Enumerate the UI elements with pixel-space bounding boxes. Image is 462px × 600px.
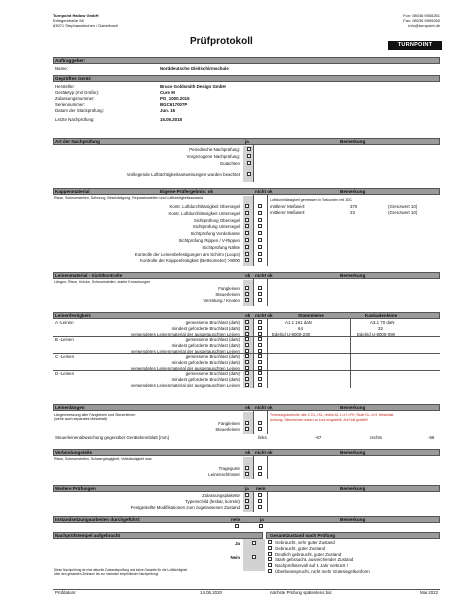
tragegurte-nicht-checkbox[interactable] xyxy=(258,466,262,470)
column-divider xyxy=(267,456,268,479)
fangleinen-label: Fangleinen xyxy=(218,286,240,291)
stempel-ja-label: Ja xyxy=(235,541,240,546)
plakette-label: Zulassungsplakette xyxy=(202,493,240,498)
festigkeit-nicht-checkbox[interactable] xyxy=(258,383,262,387)
vorgezogene-label: Vorgezogene Nachprüfung: xyxy=(186,154,240,159)
festigkeit-ok-checkbox[interactable] xyxy=(245,320,249,324)
laengen-steuer-ok-checkbox[interactable] xyxy=(245,427,249,431)
kappe-nicht-checkbox[interactable] xyxy=(258,252,262,256)
group-divider xyxy=(53,353,440,354)
line-group-name: C -Leinen xyxy=(55,354,75,359)
laengen-fang-ok-checkbox[interactable] xyxy=(245,421,249,425)
stueckpruefung-value: Jun. 16 xyxy=(160,108,176,113)
vorgezogene-checkbox[interactable] xyxy=(247,154,251,158)
geraetetyp-value: Cure M xyxy=(160,90,175,95)
festigkeit-nicht: nicht ok xyxy=(255,313,273,318)
company-phone: Fon: 08036 9555261 xyxy=(403,13,440,18)
typenschild-nein-checkbox[interactable] xyxy=(258,499,262,503)
kappe-sub: Eigene-Prüfergebnis: ok xyxy=(160,189,214,194)
company-name: Turnpoint Hallow GmbH xyxy=(53,13,99,18)
kappe-header: Kappenmaterial xyxy=(55,189,90,194)
measure-note: Luftdurchlässigkeit gemessen in Sekunden mit JDC xyxy=(270,198,353,202)
laengen-desc1: Längenmessung aller Fangleinen und Steuerleinen xyxy=(54,413,136,417)
zustand-label: Nachprüfintervall auf 1 Jahr verkürzt ! xyxy=(275,563,348,569)
festigkeit-ok-checkbox[interactable] xyxy=(245,343,249,347)
gesamt-header: Gesamtzustand nach Prüfung xyxy=(270,533,336,538)
m2-limit: (Grenzwert 10) xyxy=(388,210,418,215)
festigkeit-row-label: gemessene Bruchlast (daN) xyxy=(185,337,240,342)
fangleinen-ok-checkbox[interactable] xyxy=(245,286,249,290)
a-kaskade-material: Edelrid U-8000-090 xyxy=(357,332,396,337)
column-divider xyxy=(267,492,268,512)
column-divider xyxy=(267,279,268,306)
line-group-name: A -Leinen xyxy=(55,320,74,325)
instand-nein-checkbox[interactable] xyxy=(235,524,239,528)
kappe-nicht-checkbox[interactable] xyxy=(258,218,262,222)
next-value: Mai 2022 xyxy=(420,590,439,595)
serien-value: BGC617007P xyxy=(160,102,188,107)
kappe-item-label: Sichtprüfung Vorderkante xyxy=(190,231,240,237)
zustand-checkbox[interactable] xyxy=(268,546,272,550)
lta-checkbox[interactable] xyxy=(247,172,251,176)
festigkeit-header: Leinenfestigkeit: xyxy=(55,313,92,318)
a-kaskade-value: A3.1 70 daN xyxy=(370,320,395,325)
column-divider xyxy=(267,411,268,434)
zustand-label: Überbeansprucht, nicht mehr Gütesiegelkonform xyxy=(275,569,370,574)
company-city: 63071 Stephanskirchen / Daberbach xyxy=(53,23,118,28)
kappe-ok-checkbox[interactable] xyxy=(245,218,249,222)
kappe-desc: Risse, Scheuerstellen, Dehnung, Beschädigung, Reparaturstellen und Lufttüchtigkeitszustand xyxy=(54,196,204,200)
festigkeit-nicht-checkbox[interactable] xyxy=(258,320,262,324)
steuerleinen-label: Steuerleinen xyxy=(215,292,240,297)
leinen-desc: Längen, Risse, Knicke, Scheuerstellen, starke Knoschungen xyxy=(54,280,151,284)
letzte-value: 15.05.2018 xyxy=(160,117,182,122)
stempel-ja-checkbox[interactable] xyxy=(252,541,256,545)
zustand-checkbox[interactable] xyxy=(268,557,272,561)
turnpoint-logo: TURNPOINT xyxy=(388,41,442,50)
disclaimer-1: Diese Nachprüfung ist eine aktuelle Zustandsprüfung und keine Garantie für die Lufttüchtigkeit xyxy=(54,568,188,572)
column-divider xyxy=(253,492,254,512)
leinen-ok: ok xyxy=(245,273,251,278)
zustand-checkbox[interactable] xyxy=(268,569,272,573)
zulassung-label: Zulassungsnummer: xyxy=(55,96,95,101)
fangleinen-nicht-checkbox[interactable] xyxy=(258,286,262,290)
kappe-ok-checkbox[interactable] xyxy=(245,245,249,249)
a-stamm-material: Edelrid U-8000-230 xyxy=(272,332,311,337)
links-value: -67 xyxy=(315,435,322,440)
kappe-remark: Bemerkung xyxy=(340,189,366,194)
hersteller-value: Bruce Goldsmith Design GmbH xyxy=(160,84,226,89)
zustand-label: Gebraucht, guter Zustand xyxy=(275,545,326,551)
section-geraet xyxy=(53,75,440,82)
festigkeit-row-label: verwendetes Leinenmaterial der ausgetauschten Leinen xyxy=(130,332,240,337)
trimm-note: Trimmungskontrolle: alle C DL->SL, rechts A1.1 LH->FH, Stufe DL->LH, Messblatt xyxy=(270,413,394,417)
schloesser-ok-checkbox[interactable] xyxy=(245,472,249,476)
festigkeit-row-label: mindest geforderte Bruchlast (daN) xyxy=(171,360,240,365)
festigkeit-ok-checkbox[interactable] xyxy=(245,371,249,375)
kappe-nicht: nicht ok xyxy=(255,189,273,194)
customer-name: Norddeutsche Gleitschirmschule xyxy=(160,66,229,71)
hersteller-label: Hersteller: xyxy=(55,84,76,89)
serien-label: Seriennummer: xyxy=(55,102,86,107)
nachpruefung-ja: ja xyxy=(245,139,249,144)
col-kaskadenleine: Kaskadenleine xyxy=(365,313,398,318)
zustand-label: Stark gebraucht, ausreichender Zustand xyxy=(275,557,354,563)
laengen-desc2: (siehe auch separates Messblatt) xyxy=(54,417,107,421)
leinen-nicht: nicht ok xyxy=(255,273,273,278)
pruefdatum-label: Prüfdatum: xyxy=(55,590,77,595)
modifikation-ja-checkbox[interactable] xyxy=(245,505,249,509)
gutachten-checkbox[interactable] xyxy=(247,161,251,165)
stempel-nein-checkbox[interactable] xyxy=(252,555,256,559)
stempel-header: Nachprüfstempel aufgebracht xyxy=(55,533,121,538)
a-kaskade-min: 32 xyxy=(378,326,383,331)
next-label: nächste Prüfung spätestens bis: xyxy=(270,590,333,595)
m2-value: 23 xyxy=(350,210,355,215)
name-label: Name: xyxy=(55,66,68,71)
geraetetyp-label: Gerätetyp (mit Größe): xyxy=(55,90,100,95)
instand-nein: nein xyxy=(231,517,241,522)
laengen-fang-nicht-checkbox[interactable] xyxy=(258,421,262,425)
pruefdatum-value: 14.05.2020 xyxy=(200,590,222,595)
kappe-nicht-checkbox[interactable] xyxy=(258,204,262,208)
company-fax: Fax: 08036 9555260 xyxy=(403,18,440,23)
festigkeit-nicht-checkbox[interactable] xyxy=(258,377,262,381)
typenschild-ja-checkbox[interactable] xyxy=(245,499,249,503)
plakette-nein-checkbox[interactable] xyxy=(258,493,262,497)
festigkeit-ok-checkbox[interactable] xyxy=(245,337,249,341)
company-email: info@turnpoint.de xyxy=(408,23,440,28)
steuer-warning: Achtung: Steuerleinen waren zu kurz eingestellt. Auf Null gestellt! xyxy=(270,418,368,422)
links-label: links xyxy=(258,435,267,440)
leinen-remark: Bemerkung xyxy=(340,273,366,278)
instand-remark: Bemerkung xyxy=(340,517,366,522)
a-stamm-value: A1.1 161 daN xyxy=(285,320,312,325)
kappe-item-label: Kontr. Luftdurchlässigkeit Obersegel xyxy=(169,204,240,209)
festigkeit-row-label: verwendetes Leinenmaterial der ausgetauschten Leinen xyxy=(130,349,240,354)
festigkeit-ok-checkbox[interactable] xyxy=(245,360,249,364)
instand-ja-checkbox[interactable] xyxy=(259,524,263,528)
stempel-nein-label: Nein xyxy=(230,555,240,560)
kappe-ok-checkbox[interactable] xyxy=(245,211,249,215)
zustand-label: Deutlich gebraucht, guter Zustand xyxy=(275,551,342,557)
section-kappe xyxy=(53,188,440,195)
kappe-nicht-checkbox[interactable] xyxy=(258,245,262,249)
verbind-remark: Bemerkung xyxy=(340,450,366,455)
festigkeit-row-label: verwendetes Leinenmaterial der ausgetauschten Leinen xyxy=(130,383,240,388)
kappe-ok-checkbox[interactable] xyxy=(245,231,249,235)
festigkeit-nicht-checkbox[interactable] xyxy=(258,371,262,375)
rechts-label: rechts xyxy=(370,435,382,440)
kappe-item-label: Kontrolle der Kappenfestigkeit (Bettsometer) >9000 xyxy=(140,258,240,264)
kappe-ok-checkbox[interactable] xyxy=(245,204,249,208)
weitere-header: Weitere Prüfungen xyxy=(55,486,96,491)
m1-label: mittlerer Meßwert: xyxy=(270,204,306,209)
typenschild-label: Typenschild (lesbar, korrekt) xyxy=(185,499,240,504)
letzte-label: Letzte Nachprüfung: xyxy=(55,117,95,122)
kappe-item-label: Kontrolle der Leinenbefestigungen am Schirm (Loops) xyxy=(134,251,240,257)
verbind-header: Verbindungsteile xyxy=(55,450,93,455)
festigkeit-row-label: mindest geforderte Bruchlast (daN) xyxy=(171,343,240,348)
laengen-remark: Bemerkung xyxy=(340,405,366,410)
kappe-ok-checkbox[interactable] xyxy=(245,252,249,256)
column-divider xyxy=(253,411,254,434)
col-stammleine: Stammleine xyxy=(298,313,324,318)
verbind-nicht: nicht ok xyxy=(255,450,273,455)
laengen-steuer-nicht-checkbox[interactable] xyxy=(258,427,262,431)
steuerleinen-ok-checkbox[interactable] xyxy=(245,292,249,296)
festigkeit-row-label: gemessene Bruchlast (daN) xyxy=(185,354,240,359)
schloesser-nicht-checkbox[interactable] xyxy=(258,472,262,476)
kappe-ok-checkbox[interactable] xyxy=(245,238,249,242)
weitere-remark: Bemerkung xyxy=(340,486,366,491)
lta-note: Vorliegende Lufttüchtigkeitsanweisungen wurden beachtet xyxy=(126,172,240,177)
laengen-nicht: nicht ok xyxy=(255,405,273,410)
stueckpruefung-label: Datum der Stückprüfung: xyxy=(55,108,104,113)
festigkeit-ok-checkbox[interactable] xyxy=(245,354,249,358)
auftraggeber-header: Auftraggeber: xyxy=(55,58,86,63)
laengen-steuerleinen: Steuerleinen xyxy=(215,427,240,432)
festigkeit-nicht-checkbox[interactable] xyxy=(258,354,262,358)
festigkeit-nicht-checkbox[interactable] xyxy=(258,343,262,347)
festigkeit-ok-checkbox[interactable] xyxy=(245,377,249,381)
plakette-ja-checkbox[interactable] xyxy=(245,493,249,497)
weitere-ja: ja xyxy=(245,486,249,491)
kappe-nicht-checkbox[interactable] xyxy=(258,224,262,228)
instand-ja: ja xyxy=(260,517,264,522)
company-street: Erlingerstraße 98 xyxy=(53,18,84,23)
periodische-label: Periodische-Nachprüfung: xyxy=(189,147,240,152)
zustand-label: Gebraucht, sehr guter Zustand xyxy=(275,540,335,545)
festigkeit-nicht-checkbox[interactable] xyxy=(258,337,262,341)
verratung-label: Verrätung / Knoten xyxy=(203,298,240,303)
section-auftraggeber xyxy=(53,57,440,64)
kappe-item-label: Sichtprüfung Untersegel xyxy=(192,224,240,230)
festigkeit-row-label: verwendetes Leinenmaterial der ausgetauschten Leinen xyxy=(130,366,240,371)
a-stamm-min: 64 xyxy=(298,326,303,331)
m2-label: mittlerer Meßwert: xyxy=(270,210,306,215)
kappe-item-label: Sichtprüfung Rippen / V-Rippen xyxy=(178,238,240,243)
column-divider xyxy=(253,279,254,306)
zulassung-value: PG_1000.2015 xyxy=(160,96,190,101)
leinenschloesser-label: Leinenschlösser xyxy=(208,472,240,477)
periodische-checkbox[interactable] xyxy=(247,147,251,151)
laengen-ok: ok xyxy=(245,405,251,410)
festigkeit-row-label: gemessene Bruchlast (daN) xyxy=(185,371,240,376)
line-group-name: B -Leinen xyxy=(55,337,74,342)
rechts-value: -56 xyxy=(428,435,435,440)
zustand-checkbox[interactable] xyxy=(268,563,272,567)
deviation-label: Steuerleinenabweichung gegenüber Gerätekennblatt [mm] xyxy=(55,435,169,440)
kappe-item-label: Sichtprüfung Obersegel xyxy=(193,217,240,223)
modifikation-label: Festgestellte Modifikationen zum zugelassenen Zustand xyxy=(130,505,240,510)
column-divider xyxy=(253,145,254,182)
laengen-header: Leinenlängen xyxy=(55,405,85,410)
footer-line xyxy=(53,589,440,590)
gutachten-label: Gutachten xyxy=(219,161,240,166)
m1-limit: (Grenzwert 10) xyxy=(388,204,418,209)
modifikation-nein-checkbox[interactable] xyxy=(258,505,262,509)
verbind-desc: Risse, Scheuerstellen, Schwergängigkeit, Vollständigkeit usw. xyxy=(54,457,153,461)
festigkeit-row-label: mindest geforderte Bruchlast (daN) xyxy=(171,326,240,331)
group-divider xyxy=(53,370,440,371)
festigkeit-row-label: gemessene Bruchlast (daN) xyxy=(185,320,240,325)
kappe-ok-checkbox[interactable] xyxy=(245,224,249,228)
kappe-item-label: Kontr. Luftdurchlässigkeit Untersegel xyxy=(168,210,240,216)
leinen-header: Leinenmaterial - Sichtkontrolle xyxy=(55,273,123,278)
nachpruefung-header: Art der Nachprüfung xyxy=(55,139,100,144)
verbind-ok: ok xyxy=(245,450,251,455)
festigkeit-ok-checkbox[interactable] xyxy=(245,326,249,330)
kappe-nicht-checkbox[interactable] xyxy=(258,231,262,235)
line-group-name: D -Leinen xyxy=(55,371,75,376)
weitere-nein: nein xyxy=(256,486,266,491)
kappe-nicht-checkbox[interactable] xyxy=(258,258,262,262)
festigkeit-ok-checkbox[interactable] xyxy=(245,383,249,387)
festigkeit-ok: ok xyxy=(245,313,251,318)
kappe-ok-checkbox[interactable] xyxy=(245,258,249,262)
festigkeit-row-label: mindest geforderte Bruchlast (daN) xyxy=(171,377,240,382)
instand-header: Instandsetzungsarbeiten durchgeführt: xyxy=(55,517,141,522)
verratung-ok-checkbox[interactable] xyxy=(245,298,249,302)
tragegurte-ok-checkbox[interactable] xyxy=(245,466,249,470)
kappe-item-label: Sichtprüfung Nähte xyxy=(202,244,240,250)
tragegurte-label: Tragegurte xyxy=(218,466,240,471)
zustand-checkbox[interactable] xyxy=(268,552,272,556)
nachpruefung-remark: Bemerkung xyxy=(340,139,366,144)
festigkeit-nicht-checkbox[interactable] xyxy=(258,360,262,364)
kappe-nicht-checkbox[interactable] xyxy=(258,211,262,215)
festigkeit-nicht-checkbox[interactable] xyxy=(258,326,262,330)
m1-value: 370 xyxy=(350,204,358,209)
zustand-checkbox[interactable] xyxy=(268,540,272,544)
laengen-fangleinen: Fangleinen xyxy=(218,421,240,426)
column-divider xyxy=(253,456,254,479)
verratung-nicht-checkbox[interactable] xyxy=(258,298,262,302)
disclaimer-2: über den gesamten Zeitraum bis zur nächsten empfohlenen Nachprüfung! xyxy=(54,572,159,576)
column-divider xyxy=(253,195,254,266)
page-title: Prüfprotokoll xyxy=(190,36,253,47)
steuerleinen-nicht-checkbox[interactable] xyxy=(258,292,262,296)
column-divider xyxy=(267,195,268,266)
geraet-header: Geprüftes Gerät: xyxy=(55,76,92,81)
kappe-nicht-checkbox[interactable] xyxy=(258,238,262,242)
